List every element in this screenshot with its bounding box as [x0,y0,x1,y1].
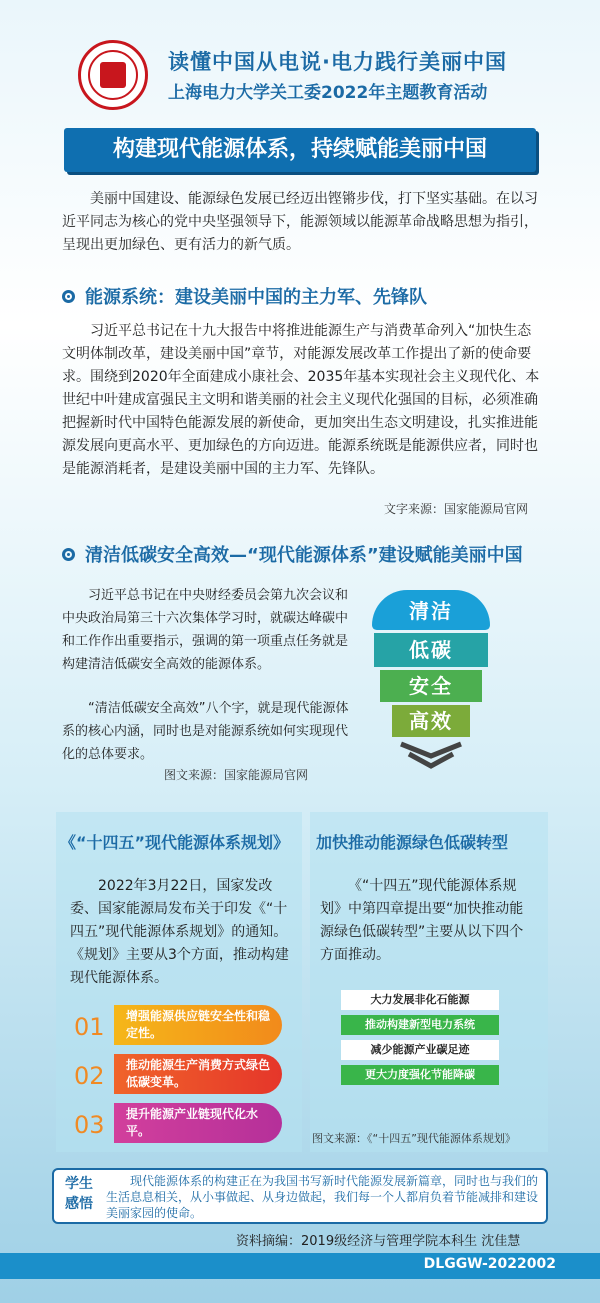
left-panel-title: 《“十四五”现代能源体系规划》 [60,833,290,852]
intro-paragraph: 美丽中国建设、能源绿色发展已经迈出铿锵步伐，打下坚实基础。在以习近平同志为核心的党中央坚强领导下，能源领域以能源革命战略思想为指引，呈现出更加绿色、更有活力的新气质。 [62,191,538,253]
bulb-segment-efficient: 高效 [392,705,470,737]
credit-line: 资料摘编：2019级经济与管理学院本科生 沈佳慧 [236,1234,521,1249]
bulb-segment-safe: 安全 [380,670,482,702]
bullet-ring-icon [62,548,75,561]
reflection-tag [60,1174,98,1214]
document-code: DLGGW-2022002 [423,1256,556,1272]
section1-title: 能源系统：建设美丽中国的主力军、先锋队 [85,287,427,308]
section2-title: 清洁低碳安全高效—“现代能源体系”建设赋能美丽中国 [85,545,523,566]
section2-heading [62,541,523,567]
right-panel-title: 加快推动能源绿色低碳转型 [316,833,509,852]
step-number-1: 01 [74,1013,105,1041]
step-box-2: 推动能源生产消费方式绿色低碳变革。 [114,1054,282,1094]
right-panel [310,812,548,1152]
step-number-2: 02 [74,1062,105,1090]
section2-source: 图文来源：国家能源局官网 [164,768,309,782]
transition-tag-2: 推动构建新型电力系统 [341,1015,499,1035]
seal-icon [100,62,126,88]
reflection-tag-line1: 学生 [65,1176,93,1192]
section1-source: 文字来源：国家能源局官网 [384,502,529,516]
bullet-ring-icon [62,290,75,303]
step-box-1: 增强能源供应链安全性和稳定性。 [114,1005,282,1045]
section2-body2: “清洁低碳安全高效”八个字，就是现代能源体系的核心内涵，同时也是对能源系统如何实现现代化的总体要求。 [62,701,349,762]
student-reflection-box [52,1168,548,1224]
right-panel-body: 《“十四五”现代能源体系规划》中第四章提出要“加快推动能源绿色低碳转型”主要从以下四个方面推动。 [320,878,524,963]
header-title: 读懂中国从电说·电力践行美丽中国 [168,50,507,74]
bulb-segment-lowcarbon: 低碳 [374,633,488,667]
transition-tag-4: 更大力度强化节能降碳 [341,1065,499,1085]
section2-body1: 习近平总书记在中央财经委员会第九次会议和中央政治局第三十六次集体学习时，就碳达峰碳中和工作作出重要指示，强调的第一项重点任务就是构建清洁低碳安全高效的能源体系。 [62,588,349,672]
transition-tag-1: 大力发展非化石能源 [341,990,499,1010]
section1-body: 习近平总书记在十九大报告中将推进能源生产与消费革命列入“加快生态文明体制改革，建设美丽中国”章节，对能源发展改革工作提出了新的使命要求。围绕到2020年全面建成小康社会、2035年基本实现社会主义现代化、本世纪中叶建成富强民主文明和谐美丽的社会主义现代化强国的目标，必须准确把握新时代中国特色能源发展的新使命，更加突出生态文明建设，扎实推进能源发展向更高水平、更加绿色的方向迈进。能源系统既是能源供应者，同时也是能源消耗者，是建设美丽中国的主力军、先锋队。 [62,323,540,477]
header-subtitle: 上海电力大学关工委2022年主题教育活动 [168,83,488,103]
transition-tag-3: 减少能源产业碳足迹 [341,1040,499,1060]
left-panel-body: 2022年3月22日，国家发改委、国家能源局发布关于印发《“十四五”现代能源体系规划》的通知。《规划》主要从3个方面，推动构建现代能源体系。 [70,878,289,986]
main-banner: 构建现代能源体系，持续赋能美丽中国 [64,128,536,172]
step-number-3: 03 [74,1111,105,1139]
reflection-text: 现代能源体系的构建正在为我国书写新时代能源发展新篇章，同时也与我们的生活息息相关，从小事做起、从身边做起，我们每一个人都肩负着节能减排和建设美丽家园的使命。 [106,1174,539,1220]
section1-heading [62,283,427,309]
right-panel-source: 图文来源：《“十四五”现代能源体系规划》 [312,1132,516,1145]
bulb-segment-clean: 清洁 [372,590,490,630]
reflection-tag-line2: 感悟 [65,1196,93,1212]
step-box-3: 提升能源产业链现代化水平。 [114,1103,282,1143]
bulb-base-icon [395,740,467,770]
university-logo [78,40,148,110]
